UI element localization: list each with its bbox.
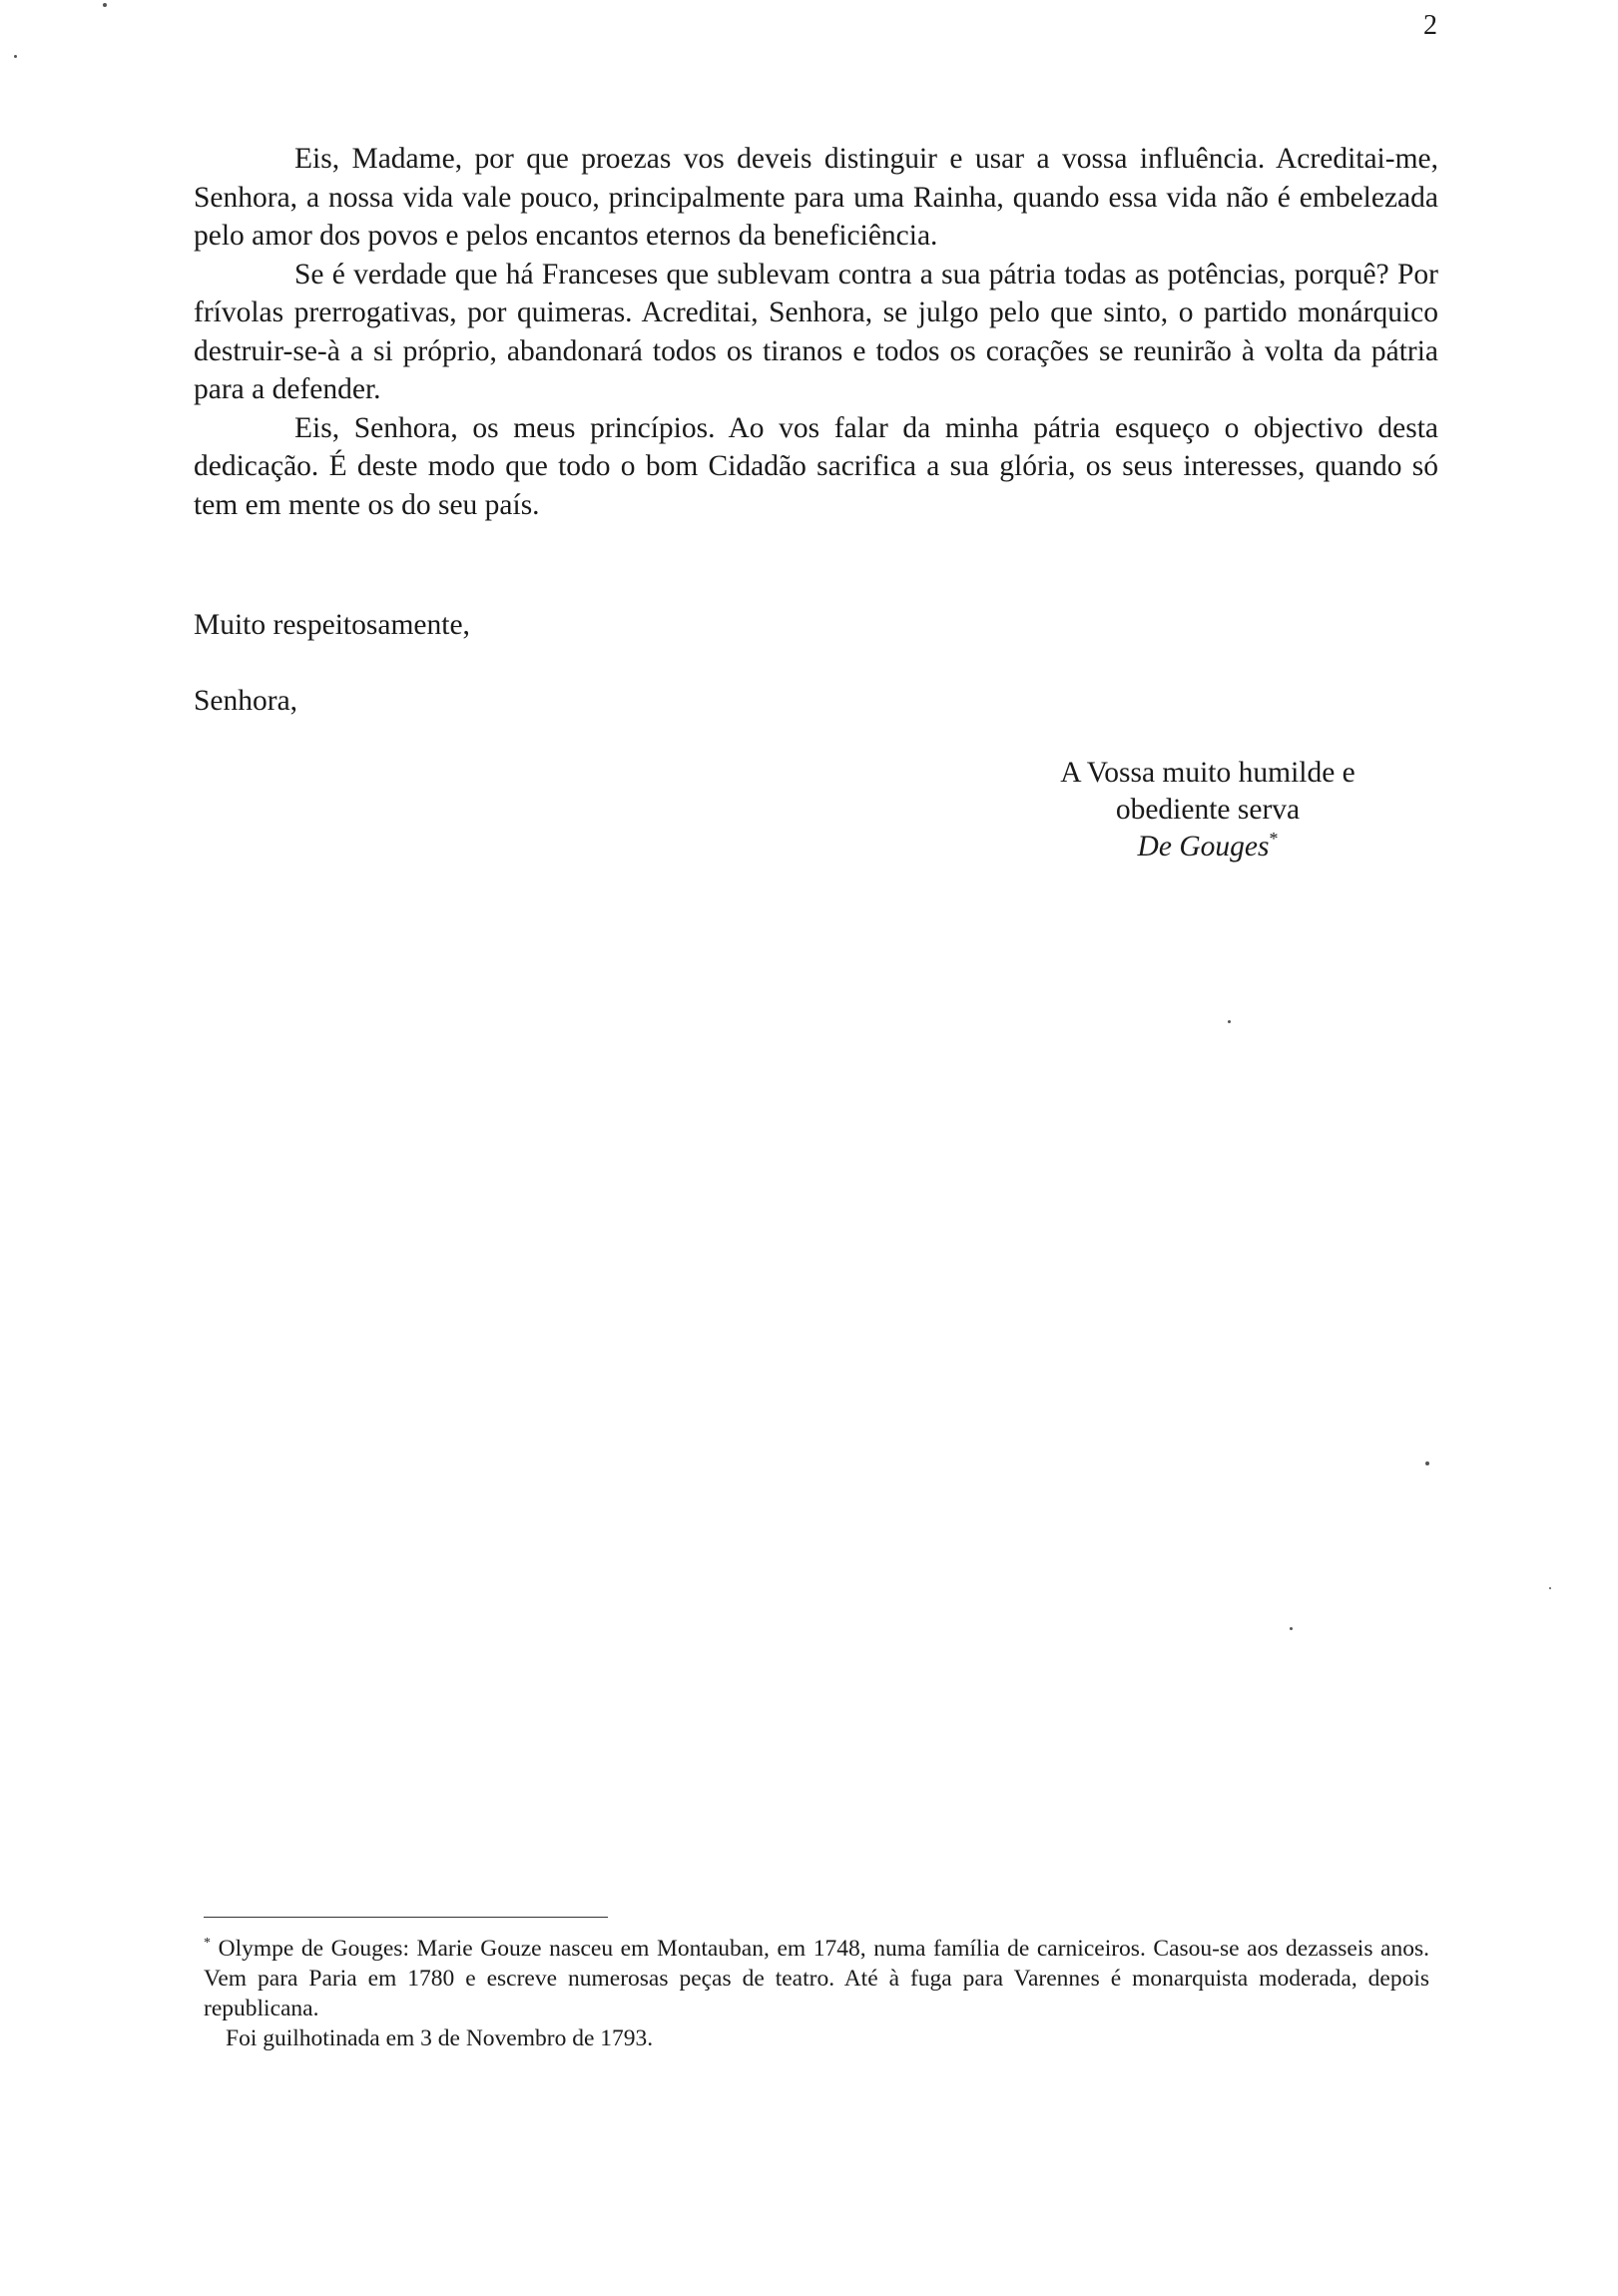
signature-name: De Gouges	[1137, 831, 1270, 862]
paragraph-1: Eis, Madame, por que proezas vos deveis distinguir e usar a vossa influência. Acreditai-me, Senhora, a nossa vida vale pouco, principalmente para uma Rainha, quando essa vida não é embelezada pelo amor dos povos e pelos encantos eternos da beneficiência.	[194, 143, 1438, 252]
letter-body	[194, 140, 1438, 524]
footnote-text	[204, 1934, 1429, 2023]
footnote-mark: *	[204, 1936, 211, 1952]
closing-salutation: Muito respeitosamente,	[194, 609, 470, 641]
signature-block	[998, 755, 1417, 865]
scan-speck	[14, 55, 17, 58]
paragraph-3: Eis, Senhora, os meus princípios. Ao vos falar da minha pátria esqueço o objectivo desta dedicação. É deste modo que todo o bom Cidadão sacrifica a sua glória, os seus interesses, quando só tem em mente os do seu país.	[194, 411, 1438, 521]
signature-line-2: obediente serva	[1115, 794, 1301, 826]
scan-speck	[1228, 1020, 1231, 1023]
scan-speck	[1549, 1587, 1551, 1589]
scan-speck	[103, 3, 107, 7]
footnote-divider	[204, 1917, 608, 1918]
page-number: 2	[1423, 10, 1437, 41]
closing-addressee: Senhora,	[194, 685, 298, 717]
footnote-second-line: Foi guilhotinada em 3 de Novembro de 1793.	[226, 2025, 654, 2051]
paragraph-2: Se é verdade que há Franceses que sublevam contra a sua pátria todas as potências, porquê? Por frívolas prerrogativas, por quimeras. Acreditai, Senhora, se julgo pelo que sinto, o partido monárquico destruir-se-à a si próprio, abandonará todos os tiranos e todos os corações se reunirão à volta da pátria para a defender.	[194, 258, 1438, 405]
footnote-body: Olympe de Gouges: Marie Gouze nasceu em Montauban, em 1748, numa família de carniceiros. Casou-se aos dezasseis anos. Vem para Paria em 1780 e escreve numerosas peças de teatro. Até à fuga para Varennes é monarquista moderada, depois republicana.	[204, 1936, 1430, 2021]
signature-line-1: A Vossa muito humilde e	[1060, 757, 1355, 789]
signature-name-line	[998, 829, 1417, 865]
scan-speck	[1290, 1627, 1293, 1630]
scan-speck	[1425, 1461, 1429, 1465]
footnote	[204, 1934, 1429, 2053]
footnote-reference-mark: *	[1269, 829, 1279, 850]
